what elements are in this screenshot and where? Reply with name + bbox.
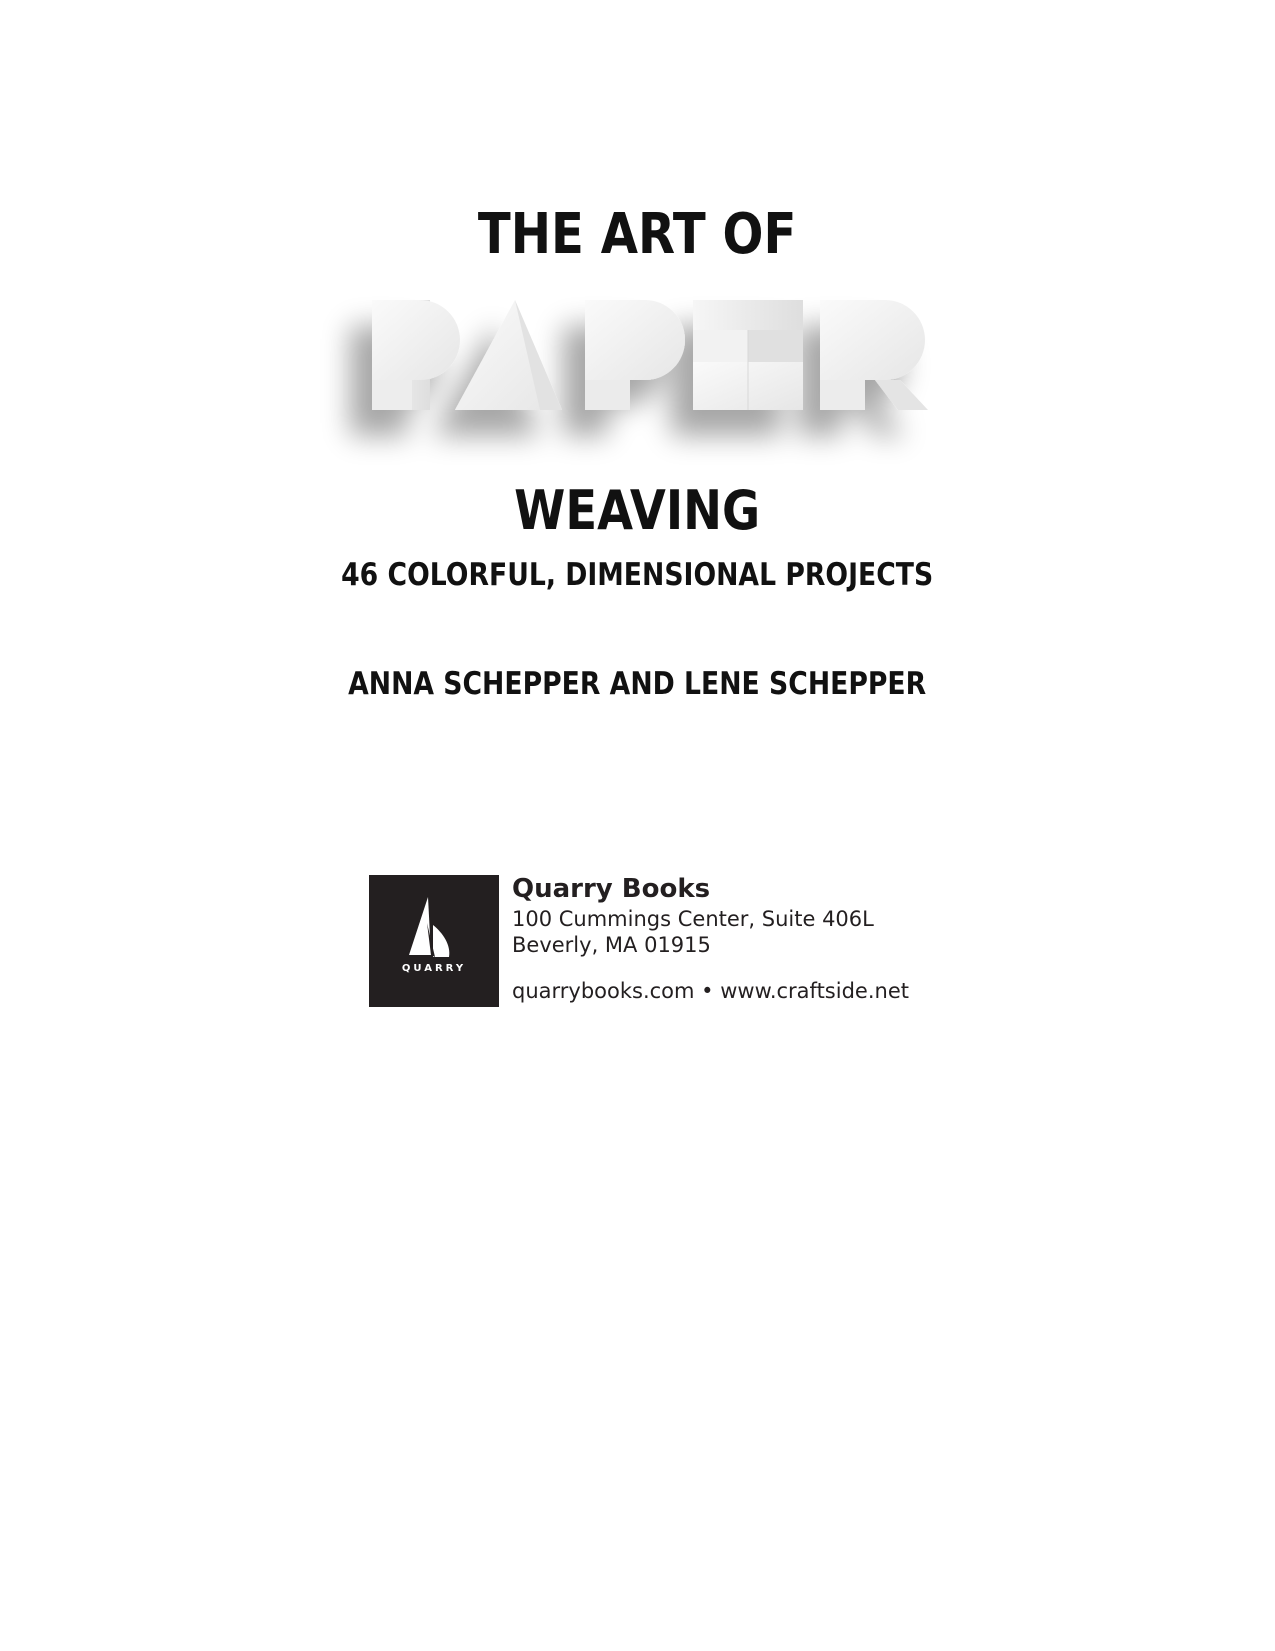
authors: ANNA SCHEPPER AND LENE SCHEPPER [348, 666, 927, 702]
paper-letter-e [693, 300, 803, 410]
publisher-address-line2: Beverly, MA 01915 [512, 933, 711, 957]
logo-wordmark: QUARRY [401, 963, 467, 974]
publisher-name: Quarry Books [512, 874, 711, 904]
title-line-the-art-of: THE ART OF [477, 202, 797, 267]
title-line-weaving: WEAVING [514, 479, 761, 542]
publisher-websites: quarrybooks.com • www.craftside.net [512, 979, 909, 1003]
paper-letter-r [820, 300, 928, 410]
paper-letters-graphic [300, 282, 1000, 482]
subtitle: 46 COLORFUL, DIMENSIONAL PROJECTS [341, 557, 934, 593]
paper-word-art [300, 282, 1000, 482]
paper-letter-p2 [585, 300, 685, 410]
publisher-logo [369, 875, 499, 1007]
paper-letter-a [455, 300, 562, 410]
paper-letter-p1 [372, 300, 460, 410]
publisher-address-line1: 100 Cummings Center, Suite 406L [512, 907, 874, 931]
sailboat-icon [369, 875, 499, 1007]
publisher-info [512, 872, 1012, 1004]
